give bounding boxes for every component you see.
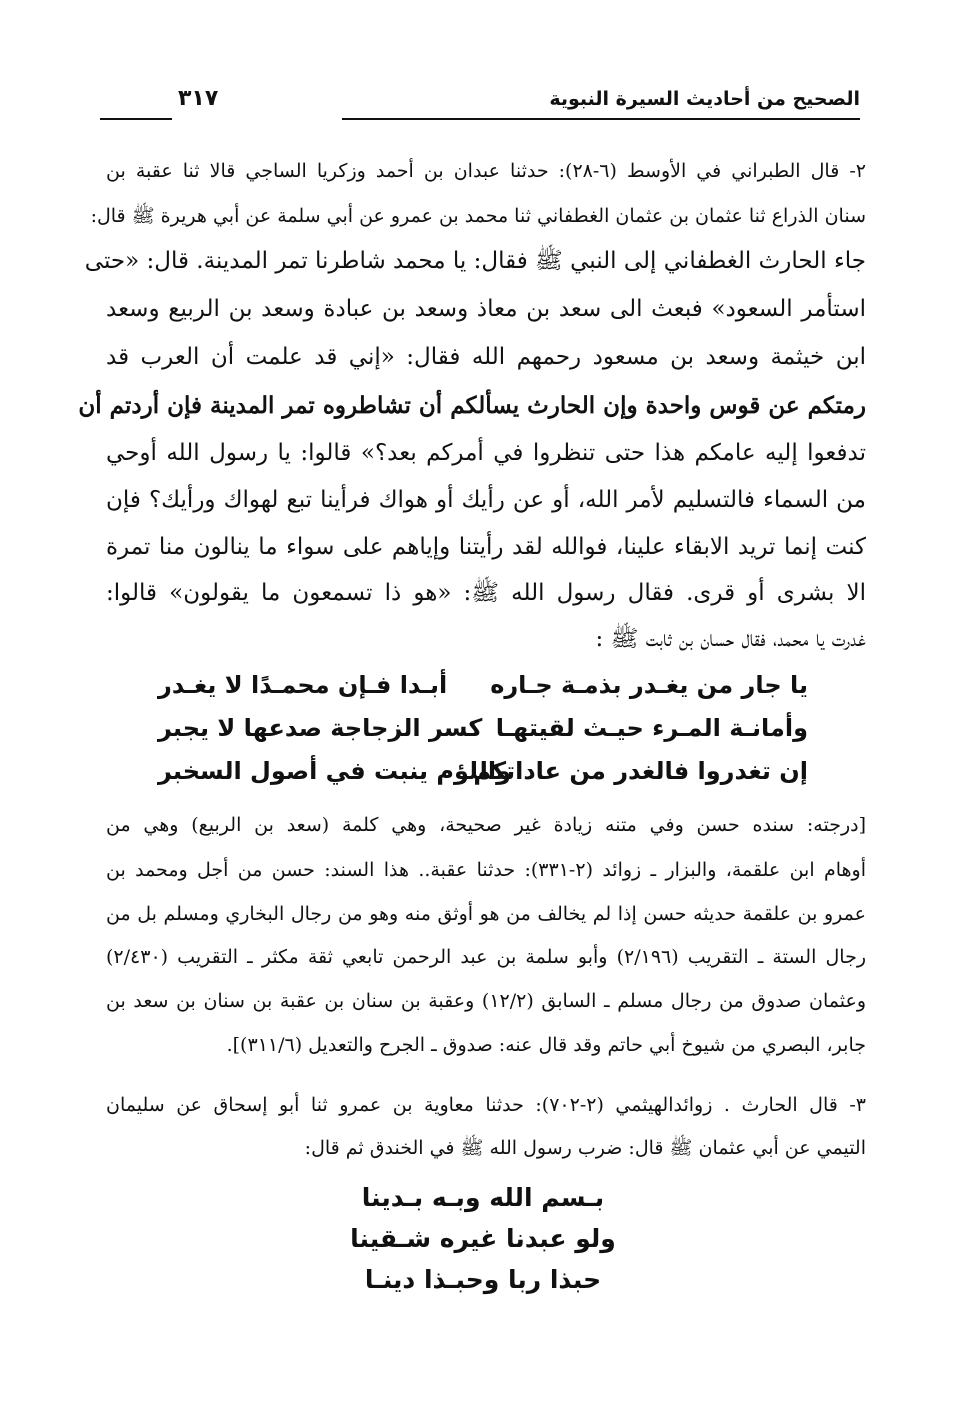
poem-verse-left: كسر الزجاجة صدعها لا يجبر: [158, 714, 483, 742]
text-line: تدفعوا إليه عامكم هذا حتى تنظروا في أمركم بعد؟» قالوا: يا رسول الله أوحي: [106, 440, 866, 466]
grading-line: [درجته: سنده حسن وفي متنه زيادة غير صحيحة، وهي كلمة (سعد بن الربيع) وهي من: [106, 814, 866, 836]
poem-verse-right: وأمانـة المـرء حيـث لقيتهـا: [495, 714, 808, 742]
chant-line: ولو عبدنا غيره شـقينا: [350, 1224, 616, 1253]
running-header: [100, 84, 860, 124]
grading-line: جابر، البصري من شيوخ أبي حاتم وقد قال عنه: صدوق ـ الجرح والتعديل (٣١١/٦)].: [226, 1034, 866, 1056]
grading-line: رجال الستة ـ التقريب (٢/١٩٦) وأبو سلمة بن عبد الرحمن تابعي ثقة مكثر ـ التقريب (٢/٤٣٠): [106, 946, 866, 968]
poem-verse-left: واللؤم ينبت في أصول السخبر: [158, 757, 511, 785]
chant-line: حبذا ربا وحبـذا دينـا: [364, 1265, 602, 1294]
chant-line: بـسم الله وبـه بـدينا: [361, 1183, 605, 1212]
text-line: ٢- قال الطبراني في الأوسط (٦-٢٨): حدثنا عبدان بن أحمد وزكريا الساجي قالا ثنا عقبة بن: [106, 160, 866, 182]
header-rule: [342, 118, 860, 120]
text-line: الا بشرى أو قرى. فقال رسول الله ﷺ: «هو ذا تسمعون ما يقولون» قالوا:: [106, 580, 866, 606]
text-line: ابن خيثمة وسعد بن مسعود رحمهم الله فقال: «إني قد علمت أن العرب قد: [106, 344, 866, 370]
text-line: التيمي عن أبي عثمان ﷺ قال: ضرب رسول الله ﷺ في الخندق ثم قال:: [304, 1137, 866, 1159]
text-line: جاء الحارث الغطفاني إلى النبي ﷺ فقال: يا محمد شاطرنا تمر المدينة. قال: «حتى: [84, 248, 866, 274]
text-line: كنت إنما تريد الابقاء علينا، فوالله لقد رأيتنا وإياهم على سواء ما ينالون منا تمرة: [106, 534, 866, 560]
page-number: ٣١٧: [178, 86, 219, 111]
text-line: سنان الذراع ثنا عثمان بن عثمان الغطفاني ثنا محمد بن عمرو عن أبي سلمة عن أبي هريرة ﷺ قال:: [90, 205, 866, 227]
book-title: الصحيح من أحاديث السيرة النبوية: [549, 88, 860, 110]
text-line: رمتكم عن قوس واحدة وإن الحارث يسألكم أن تشاطروه تمر المدينة فإن أردتم أن: [78, 392, 866, 419]
text-line: استأمر السعود» فبعث الى سعد بن معاذ وسعد بن عبادة وسعد بن الربيع وسعد: [106, 296, 866, 322]
text-line: غدرت يا محمد، فقال حسان بن ثابت ﷺ :: [595, 626, 866, 652]
grading-line: وعثمان صدوق من رجال مسلم ـ السابق (١٢/٢) وعقبة بن سنان بن عقبة بن سنان بن سعد بن: [106, 990, 866, 1012]
poem-verse-right: إن تغدروا فالغدر من عاداتكم: [473, 757, 808, 785]
header-rule: [100, 118, 172, 120]
poem-verse-left: أبـدا فـإن محمـدًا لا يغـدر: [158, 671, 448, 699]
grading-line: عمرو بن علقمة حديثه حسن إذا لم يخالف من هو أوثق منه وهو من رجال البخاري ومسلم بل من: [106, 903, 866, 925]
text-line: من السماء فالتسليم لأمر الله، أو عن رأيك أو هواك فرأينا تبع لهواك ورأيك؟ فإن: [106, 487, 866, 513]
text-line: ٣- قال الحارث . زوائدالهيثمي (٢-٧٠٢): حدثنا معاوية بن عمرو ثنا أبو إسحاق عن سليمان: [106, 1094, 866, 1116]
poem-verse-right: يا جار من يغـدر بذمـة جـاره: [490, 671, 808, 699]
grading-line: أوهام ابن علقمة، والبزار ـ زوائد (٢-٣٣١): حدثنا عقبة.. هذا السند: حسن من أجل ومحمد بن: [106, 859, 866, 881]
